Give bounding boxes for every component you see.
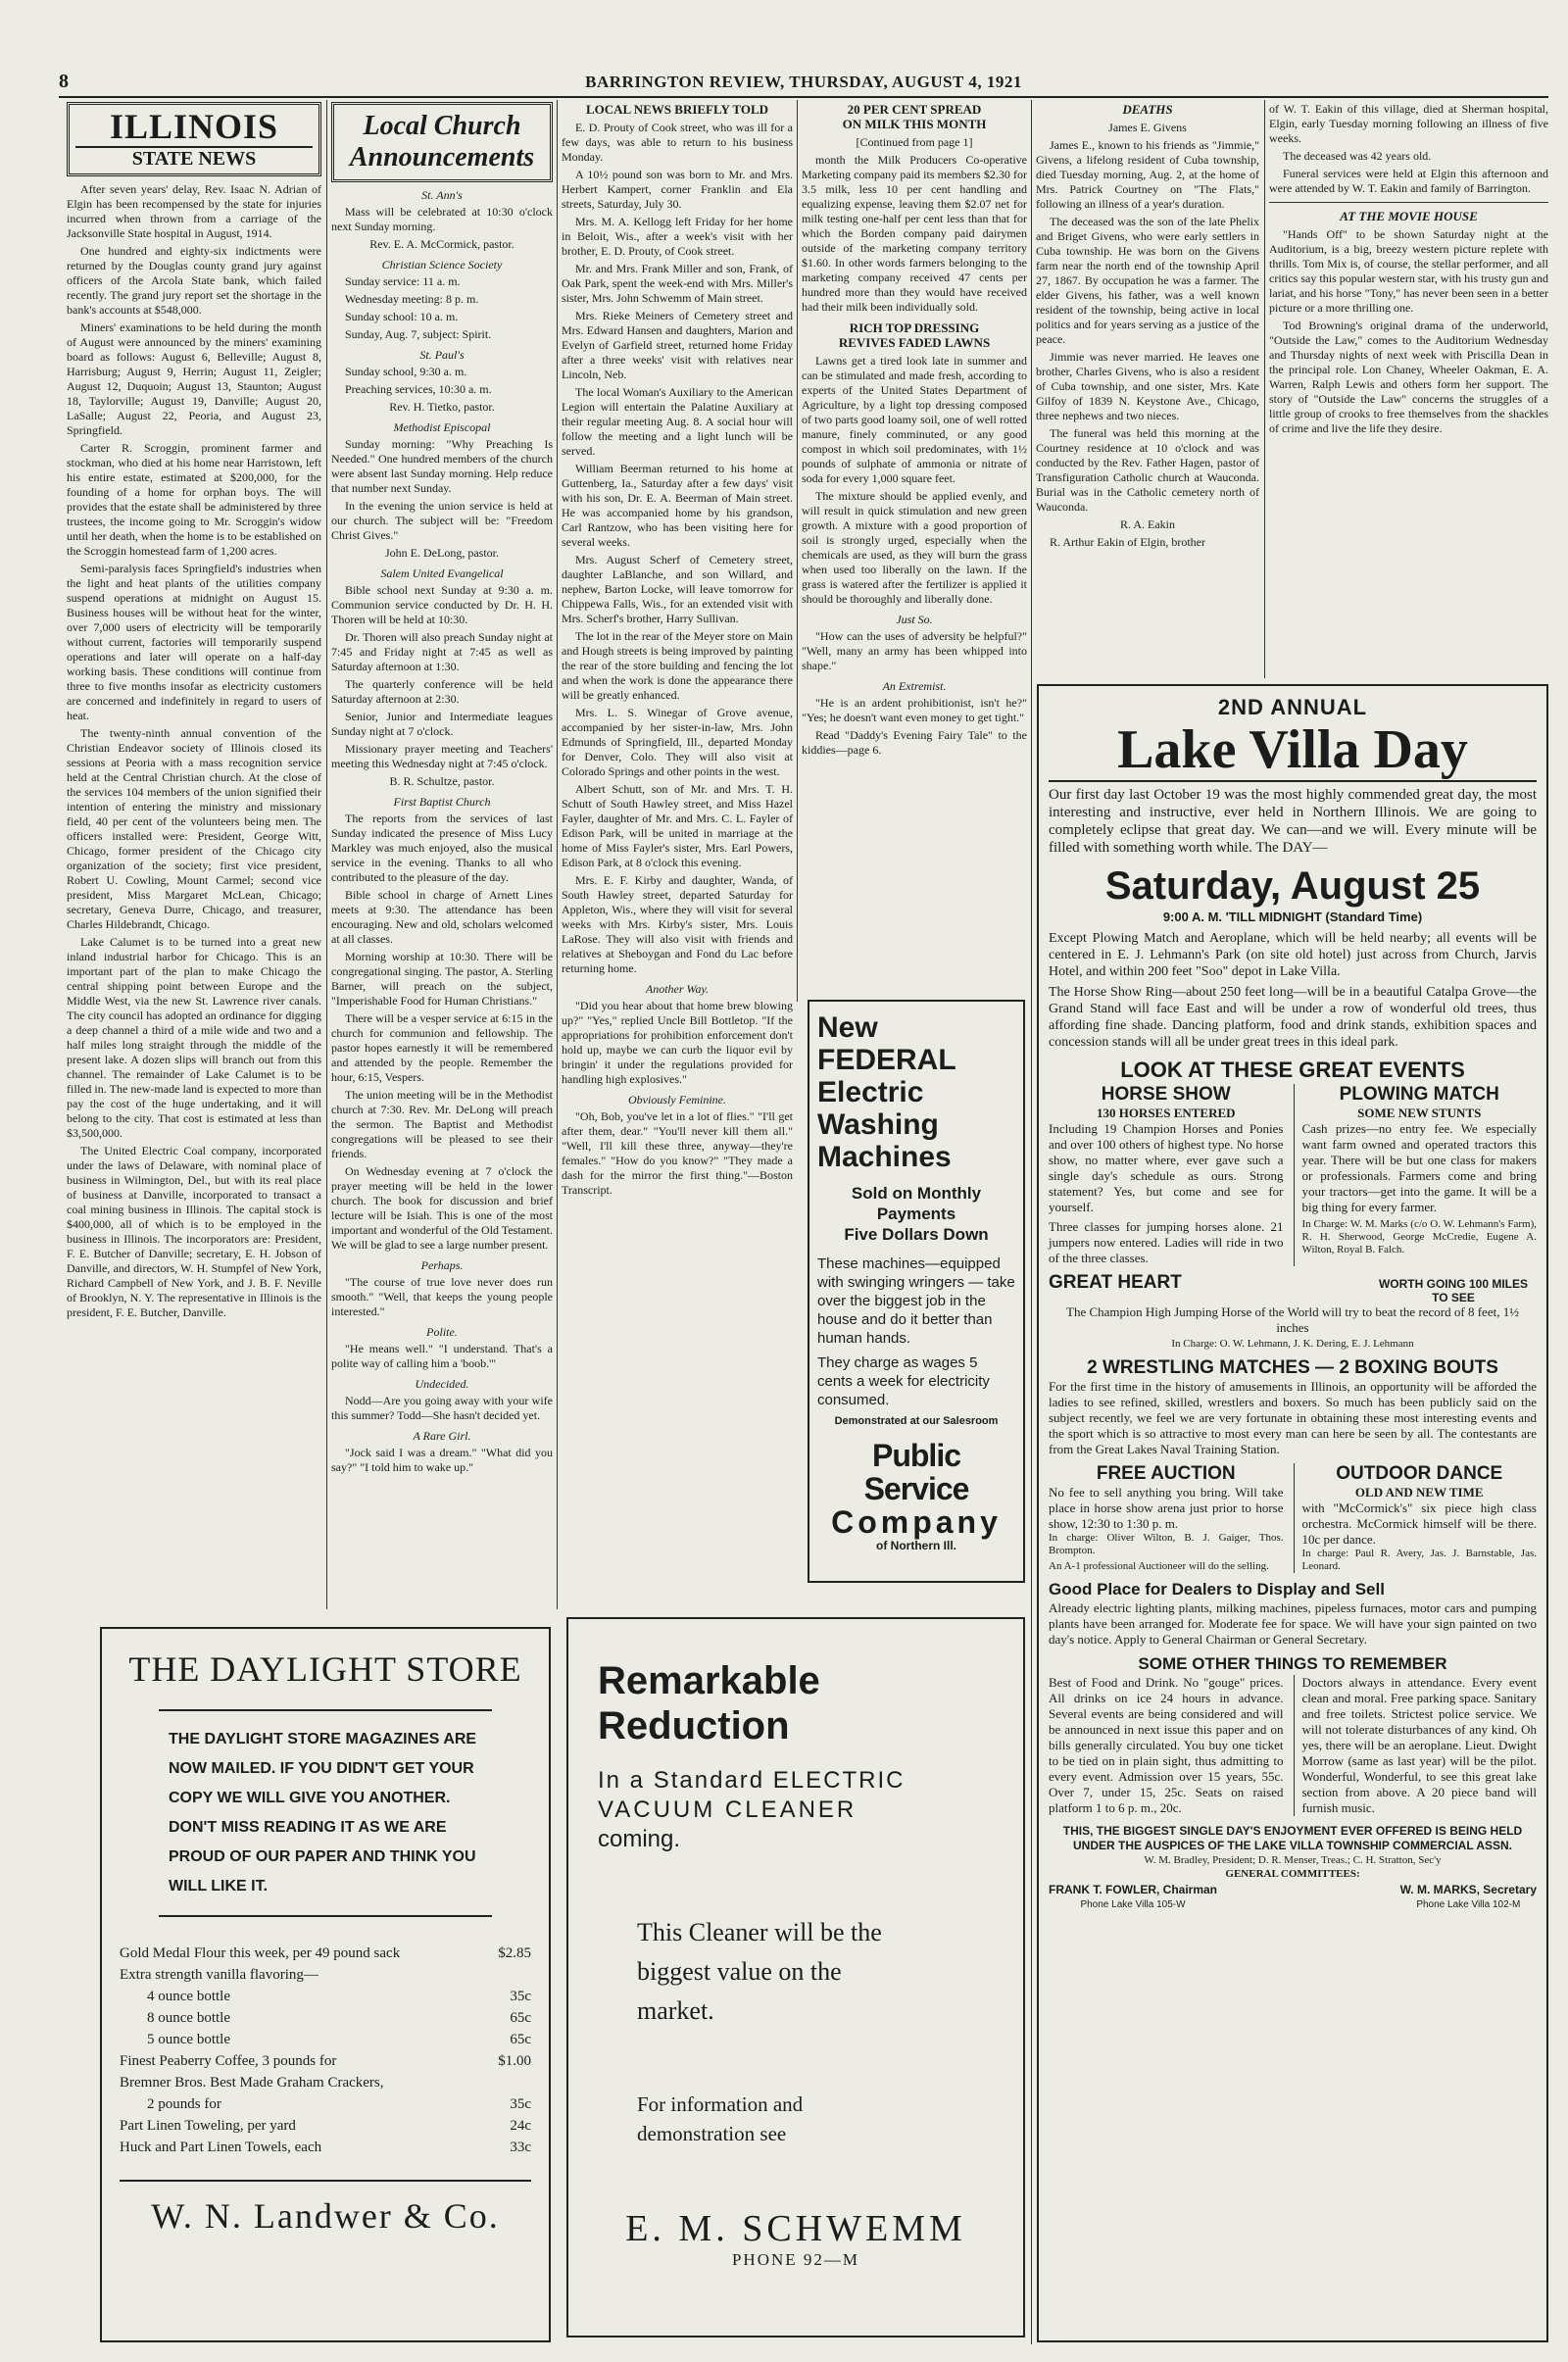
event-text: with "McCormick's" six piece high class orchestra. McCormick himself will be there. 10c per dance. bbox=[1301, 1501, 1537, 1547]
church-text: Preaching services, 10:30 a. m. bbox=[345, 382, 492, 396]
movie-house-column bbox=[1269, 102, 1548, 675]
item-name: Finest Peaberry Coffee, 3 pounds for bbox=[120, 2053, 337, 2069]
milk-spread-column bbox=[802, 102, 1027, 984]
joke-text: "Oh, Bob, you've let in a lot of flies." "I'll get after them, dear." "You'll never kill them all." "Well, I'll kill these three, anyway—they're females." "How do you know?" "They made a dash for the mirror the first thing."—Boston Transcript. bbox=[562, 1109, 793, 1197]
joke-text: "He means well." "I understand. That's a polite way of calling him a 'boob.'" bbox=[331, 1342, 553, 1370]
ad-line: Sold on Monthly bbox=[851, 1184, 982, 1203]
event-subtitle: 130 HORSES ENTERED bbox=[1096, 1106, 1236, 1120]
price-row bbox=[120, 2072, 531, 2093]
item-name: Bremner Bros. Best Made Graham Crackers, bbox=[120, 2075, 384, 2091]
daylight-store-ad bbox=[100, 1627, 551, 2342]
ad-message: THE DAYLIGHT STORE MAGAZINES ARE NOW MAILED. IF YOU DIDN'T GET YOUR COPY WE WILL GIVE YOU ANOTHER. DON'T MISS READING IT AS WE ARE PROUD OF OUR PAPER AND THINK YOU WILL LIKE IT. bbox=[159, 1709, 492, 1917]
news-paragraph: Carter R. Scroggin, prominent farmer and stockman, who died at his home near Harristown, left his entire estate, estimated at $200,000, for the founding of a home for orphan boys. The will provides that the estate shall be administered by three trustees, the income going to Mr. Scroggin's widow until her death, when the home is to be established on the Scroggin homestead farm of 1,200 acres. bbox=[67, 441, 321, 558]
church-text: Bible school next Sunday at 9:30 a. m. Communion service conducted by Dr. H. H. Thoren will be held at 10:30. bbox=[331, 583, 553, 626]
item-name: 4 ounce bottle bbox=[147, 1989, 230, 2004]
auction-block bbox=[1049, 1463, 1284, 1573]
obituary-text: R. Arthur Eakin of Elgin, brother bbox=[1050, 535, 1205, 549]
event-text: Best of Food and Drink. No "gouge" prices. All drinks on ice 24 hours in advance. Several events are being considered and will be announced in next issue this paper and on bills generally circulated. You buy one ticket to be tied on in plain sight, thus admitting to every event. Admission over 15 years, 55c. Over 7, under 15, 25c. Seats on raised platform 1 to 6 p. m., 20c. bbox=[1049, 1675, 1284, 1815]
committees-label: GENERAL COMMITTEES: bbox=[1225, 1868, 1360, 1880]
ad-line: Machines bbox=[817, 1141, 952, 1173]
church-text: On Wednesday evening at 7 o'clock the prayer meeting will be held in the lower church. The book for discussion and brief lecture will be Isiah. This is one of the most important and wonderful of the Old Testament. We will be glad to see a large number present. bbox=[331, 1164, 553, 1252]
joke-title: An Extremist. bbox=[882, 679, 947, 693]
vacuum-cleaner-ad bbox=[566, 1617, 1025, 2337]
event-subtitle: WORTH GOING 100 MILES TO SEE bbox=[1378, 1277, 1528, 1304]
event-charge: In Charge: W. M. Marks (c/o O. W. Lehmann's Farm), R. H. Sherwood, George McCredie, Eugene A. Wilton, Royal B. Falch. bbox=[1301, 1218, 1537, 1255]
fairy-tale-note: Read "Daddy's Evening Fairy Tale" to the kiddies—page 6. bbox=[802, 728, 1027, 757]
event-subtitle: SOME NEW STUNTS bbox=[1357, 1106, 1482, 1120]
ad-headline: Remarkable Reduction bbox=[598, 1659, 820, 1747]
great-heart-row bbox=[1049, 1272, 1537, 1304]
closing-text: THIS, THE BIGGEST SINGLE DAY'S ENJOYMENT EVER OFFERED IS BEING HELD UNDER THE AUSPICES OF THE LAKE VILLA TOWNSHIP COMMERCIAL ASSN. bbox=[1062, 1824, 1523, 1852]
obituary-text: Funeral services were held at Elgin this afternoon and were attended by W. T. Eakin and family of Barrington. bbox=[1269, 167, 1548, 195]
heading-title: Local Church bbox=[363, 111, 521, 141]
ad-intro: Our first day last October 19 was the most highly commended great day, the most interesting and instructive, ever held in Northern Illinois. We are going to completely eclipse that great day. We can—and we will. Every minute will be filled with something worth while. The DAY— bbox=[1049, 780, 1537, 857]
ad-subheadline: 2ND ANNUAL bbox=[1217, 695, 1368, 719]
church-text: Mass will be celebrated at 10:30 o'clock next Sunday morning. bbox=[331, 205, 553, 233]
news-item: Mrs. L. S. Winegar of Grove avenue, accompanied by her sister-in-law, Mrs. John Edmunds of Springfield, Ill., departed Monday for Denver, Colo. They will also visit at Colorado Springs and other points in the west. bbox=[562, 706, 793, 778]
ad-demo-note: Demonstrated at our Salesroom bbox=[834, 1415, 999, 1427]
joke-text: Nodd—Are you going away with your wife this summer? Todd—She hasn't decided yet. bbox=[331, 1394, 553, 1422]
article-text: month the Milk Producers Co-operative Marketing company paid its members $2.30 for 3.5 milk, less 10 per cent handling and equalizing expense, leaving them $2.07 net for milk testing one-half per cent less than that for which the Borden company paid dairymen outside of the marketing company territory $1.60. In other words farmers belonging to the marketing company received 47 cents per hundred more than they would have received had their milk been individually sold. bbox=[802, 153, 1027, 314]
church-text: Bible school in charge of Arnett Lines meets at 9:30. The attendance has been encouraging. New and old, scholars welcomed at all classes. bbox=[331, 888, 553, 946]
joke-text: "The course of true love never does run smooth." "Well, that keeps the young people interested." bbox=[331, 1275, 553, 1318]
ad-headline: Lake Villa Day bbox=[1117, 719, 1468, 780]
logo-line: Company bbox=[831, 1504, 1002, 1540]
ad-line: coming. bbox=[598, 1826, 681, 1852]
joke-title: Just So. bbox=[896, 613, 933, 626]
church-name: First Baptist Church bbox=[393, 795, 491, 809]
item-price: 35c bbox=[510, 2096, 531, 2112]
movie-text: "Hands Off" to be shown Saturday night at the Auditorium, is a big, breezy western picture replete with thrills. Tom Mix is, of course, the stellar performer, and all critics say this popular western star, with his trusty gun and lariat, and his horse "Tony," has never been seen in a better picture or a more thrilling one. bbox=[1269, 227, 1548, 315]
item-price: 35c bbox=[510, 1989, 531, 2004]
heading-subtitle: STATE NEWS bbox=[75, 146, 313, 170]
heading-line: RICH TOP DRESSING bbox=[849, 320, 980, 335]
event-title: Good Place for Dealers to Display and Sell bbox=[1049, 1580, 1385, 1599]
event-title: FREE AUCTION bbox=[1096, 1463, 1236, 1484]
logo-subtitle: of Northern Ill. bbox=[876, 1539, 956, 1552]
church-text: Sunday school: 10 a. m. bbox=[345, 310, 459, 323]
obituary-text: The funeral was held this morning at the Courtney residence at 10 o'clock and was conducted by the Rev. Father Hagen, pastor of Transfiguration Catholic church at Wauconda. Burial was in the Catholic cemetery north of Wauconda. bbox=[1036, 426, 1259, 514]
ad-payment-terms bbox=[817, 1183, 1015, 1245]
item-name: 8 ounce bottle bbox=[147, 2010, 230, 2026]
church-text: There will be a vesper service at 6:15 in the church for communion and fellowship. The pastor hopes earnestly it will be remembered and attended by the people. Remember the hour, 6:15, Vespers. bbox=[331, 1011, 553, 1084]
contact-phone: Phone Lake Villa 105-W bbox=[1080, 1899, 1186, 1910]
column-rule bbox=[557, 100, 558, 1609]
joke-title: A Rare Girl. bbox=[413, 1429, 471, 1443]
event-title: 2 WRESTLING MATCHES — 2 BOXING BOUTS bbox=[1087, 1357, 1498, 1378]
joke-text: "How can the uses of adversity be helpful?" "Well, many an army has been whipped into shape." bbox=[802, 629, 1027, 672]
contact-name: FRANK T. FOWLER, Chairman bbox=[1049, 1883, 1218, 1896]
joke-title: Another Way. bbox=[645, 982, 710, 996]
events-row bbox=[1049, 1084, 1537, 1266]
news-paragraph: After seven years' delay, Rev. Isaac N. Adrian of Elgin has been recompensed by the state for injuries incurred when thrown from a carriage of the Jacksonville State hospital in August, 1914. bbox=[67, 182, 321, 240]
ad-body: They charge as wages 5 cents a week for electricity consumed. bbox=[817, 1354, 990, 1408]
event-charge: In Charge: O. W. Lehmann, J. K. Dering, E. J. Lehmann bbox=[1171, 1338, 1414, 1350]
item-price: 65c bbox=[510, 2010, 531, 2026]
chairman-contact bbox=[1049, 1883, 1217, 1912]
price-row bbox=[120, 1943, 531, 1964]
ad-line: VACUUM CLEANER bbox=[598, 1796, 858, 1823]
church-text: Dr. Thoren will also preach Sunday night at 7:45 and Friday night at 7:45 as well as Saturday afternoon at 1:30. bbox=[331, 630, 553, 673]
local-news-column bbox=[562, 102, 793, 1606]
church-text: Morning worship at 10:30. There will be congregational singing. The pastor, A. Sterling Barner, will preach on the subject, "Imperishable Food for Human Christians." bbox=[331, 950, 553, 1008]
church-name: Christian Science Society bbox=[381, 258, 503, 271]
dance-block bbox=[1294, 1463, 1538, 1573]
church-name: St. Paul's bbox=[419, 348, 465, 362]
secretary-contact bbox=[1400, 1883, 1537, 1912]
deaths-heading: DEATHS bbox=[1122, 102, 1173, 117]
obituary-text: James E., known to his friends as "Jimmie," Givens, a lifelong resident of Cuba township, died Tuesday morning, Aug. 2, at the home of Mrs. Patrick Courtney on "The Flats," following an illness of a year's duration. bbox=[1036, 138, 1259, 211]
price-row bbox=[120, 1986, 531, 2007]
news-item: Mrs. M. A. Kellogg left Friday for her home in Beloit, Wis., after a week's visit with her brother, E. D. Prouty, of Cook street. bbox=[562, 215, 793, 258]
article-text: The mixture should be applied evenly, and will result in quick stimulation and new green growth. A mixture with a good proportion of soil is strongly urged, especially when the chemicals are used, as they will burn the grass when used too liberally on the lawn. If the grass is watered after the fertilizer is applied it should be thoroughly and liberally done. bbox=[802, 489, 1027, 606]
event-title: GREAT HEART bbox=[1049, 1272, 1182, 1293]
price-row bbox=[120, 2115, 531, 2137]
events-headline: LOOK AT THESE GREAT EVENTS bbox=[1120, 1058, 1465, 1082]
news-paragraph: The twenty-ninth annual convention of the Christian Endeavor society of Illinois closed its sessions at Peoria with a mass recognition service held at the Central Christian church. At the close of the services 104 members of the union signified their intention of entering the ministry and missionary field, 40 per cent of the volunteers being men. The officers installed were: President, George Witt, Chicago, former president of the Chicago city organization of the society; first vice president, Robert U. Cowling, Mount Carmel; second vice president, Miss Margaret McLean, Chicago; secretary, Geneva Durre, Chicago, and treasurer, Charles Hildebrandt, Chicago. bbox=[67, 726, 321, 931]
deaths-column bbox=[1036, 102, 1259, 675]
news-item: Mrs. August Scherf of Cemetery street, daughter LaBlanche, and son Willard, and nephew, Barton Locke, will leave tomorrow for Chippewa Falls, Wis., for an extended visit with Mrs. Scherf's brother, Harry Sullivan. bbox=[562, 553, 793, 625]
news-item: E. D. Prouty of Cook street, who was ill for a few days, was able to return to his business Monday. bbox=[562, 121, 793, 164]
obituary-text: Jimmie was never married. He leaves one brother, Charles Givens, who is also a resident of Cuba township, and one sister, Mrs. Kate Gilfoy of 1839 N. Keystone Ave., Chicago, three nephews and two nieces. bbox=[1036, 350, 1259, 422]
column-rule bbox=[1031, 100, 1032, 2344]
news-item: William Beerman returned to his home at Guttenberg, Ia., Saturday after a few days' visit with his son, Dr. E. A. Beerman of Main street. He was accompanied home by his grandson, Carl Rantzow, who has been visiting here for several weeks. bbox=[562, 462, 793, 549]
washing-machine-ad bbox=[808, 1000, 1025, 1583]
event-date: Saturday, August 25 bbox=[1104, 864, 1481, 908]
ad-headline bbox=[817, 1011, 1015, 1173]
obituary-text: The deceased was 42 years old. bbox=[1283, 149, 1432, 163]
event-text: No fee to sell anything you bring. Will take place in horse show arena just prior to horse show, 12:30 to 1:30 p. m. bbox=[1049, 1485, 1284, 1531]
item-price: $1.00 bbox=[498, 2053, 531, 2069]
heading-line: ON MILK THIS MONTH bbox=[842, 117, 987, 131]
event-charge: In charge: Paul R. Avery, Jas. J. Barnstable, Jas. Leonard. bbox=[1301, 1548, 1537, 1572]
price-row bbox=[120, 2007, 531, 2029]
event-title: PLOWING MATCH bbox=[1339, 1084, 1499, 1105]
event-text: For the first time in the history of amusements in Illinois, an opportunity will be afforded the ladies to see refined, skilled, wrestlers and boxers. So much has been publicly said on the subject recently, we feel we are very fortunate in obtaining these most interesting events and the sport which is so attractive to most every man can here be seen by all. The contestants are from the Great Lakes Naval Training Station. bbox=[1049, 1379, 1537, 1456]
news-item: Mrs. Rieke Meiners of Cemetery street and Mrs. Edward Hansen and daughters, Marion and Evelyn of Garfield street, returned home Friday after a three weeks' visit with relatives near Lincoln, Neb. bbox=[562, 309, 793, 381]
church-text: The reports from the services of last Sunday indicated the presence of Miss Lucy Markley was much enjoyed, also the musical service in the evening. Thanks to all who contributed to the pleasure of the day. bbox=[331, 812, 553, 884]
movie-heading: AT THE MOVIE HOUSE bbox=[1340, 209, 1478, 223]
heading-line: 20 PER CENT SPREAD bbox=[847, 102, 982, 117]
church-text: Sunday, Aug. 7, subject: Spirit. bbox=[345, 327, 492, 341]
joke-title: Perhaps. bbox=[420, 1258, 464, 1272]
obituary-text: of W. T. Eakin of this village, died at Sherman hospital, Elgin, early Tuesday morning following an illness of five weeks. bbox=[1269, 102, 1548, 145]
news-paragraph: The United Electric Coal company, incorporated under the laws of Delaware, with nominal place of business in Wilmington, Del., but with its real place of business at Danville, incorporated to transact a coal mining business in Illinois. The capital stock is $400,000, all of which is to be employed in the business in Illinois. The incorporators are: President, F. E. Butcher of Danville; secretary, E. H. Jobson of Danville, and directors, W. H. Stumpfel of New York, Richard Campbell of New York, and J. B. F. Neville of Brooklyn, N. Y. The representative in Illinois is the president, F. E. Butcher, Danville. bbox=[67, 1144, 321, 1319]
event-text: Already electric lighting plants, milking machines, pipeless furnaces, motor cars and pumping plants have been arranged for. Moderate fee for space. We will have your sign painted on two day's notice. Apply to General Chairman or General Secretary. bbox=[1049, 1600, 1537, 1647]
item-name: Gold Medal Flour this week, per 49 pound sack bbox=[120, 1945, 401, 1961]
church-announcements-column bbox=[331, 102, 553, 1606]
price-row bbox=[120, 1964, 531, 1986]
remember-row bbox=[1049, 1675, 1537, 1816]
price-row bbox=[120, 2050, 531, 2072]
ad-merchant: W. N. Landwer & Co. bbox=[120, 2180, 531, 2237]
joke-text: "He is an ardent prohibitionist, isn't he?" "Yes; he doesn't want even money to get tight." bbox=[802, 696, 1027, 724]
obituary-name: James E. Givens bbox=[1108, 121, 1187, 134]
news-item: Mr. and Mrs. Frank Miller and son, Frank, of Oak Park, spent the week-end with Mrs. Miller's sister, Mrs. John Schwemm of Main street. bbox=[562, 262, 793, 305]
contact-phone: Phone Lake Villa 102-M bbox=[1416, 1899, 1521, 1910]
ad-body: Except Plowing Match and Aeroplane, which will be held nearby; all events will be centered in E. J. Lehmann's Park (on site old hotel) just across from Church, Jarvis Hotel, and within 200 feet "Soo" depot in Lake Villa. bbox=[1049, 931, 1537, 979]
ad-info: For information and demonstration see bbox=[637, 2092, 804, 2145]
event-text: Cash prizes—no entry fee. We especially want farm owned and operated tractors this year. There will be but one class for makers or professionals. Farmers come and bring your tractors—get into the game. It will be a big thing for every farmer. bbox=[1301, 1121, 1537, 1214]
joke-title: Obviously Feminine. bbox=[628, 1093, 726, 1107]
event-text: An A-1 professional Auctioneer will do the selling. bbox=[1049, 1560, 1269, 1572]
officers: W. M. Bradley, President; D. R. Menser, Treas.; C. H. Stratton, Sec'y bbox=[1144, 1854, 1442, 1866]
ad-line: In a Standard ELECTRIC bbox=[598, 1767, 906, 1794]
column-rule bbox=[326, 100, 327, 1609]
church-name: Methodist Episcopal bbox=[393, 420, 491, 434]
event-text: Including 19 Champion Horses and Ponies and over 100 others of highest type. No horse show, no matter where, ever gave such a single day's schedule as ours. Strong statement? Yes, but come and see for yourself. bbox=[1049, 1121, 1284, 1214]
church-text: Senior, Junior and Intermediate leagues Sunday night at 7 o'clock. bbox=[331, 710, 553, 738]
page-header bbox=[59, 69, 1548, 98]
auction-dance-row bbox=[1049, 1463, 1537, 1573]
price-row bbox=[120, 2137, 531, 2158]
lawn-heading bbox=[802, 320, 1027, 350]
church-text: Sunday school, 9:30 a. m. bbox=[345, 365, 467, 378]
ad-line: Five Dollars Down bbox=[844, 1225, 989, 1244]
church-announcements-heading bbox=[331, 102, 553, 182]
joke-title: Polite. bbox=[426, 1325, 458, 1339]
divider bbox=[1269, 202, 1548, 203]
public-service-logo bbox=[817, 1439, 1015, 1539]
news-paragraph: One hundred and eighty-six indictments were returned by the Douglas county grand jury against officers of the Arcola State bank, which failed recently. The grand jury report set the shortage in the bank's accounts at $548,000. bbox=[67, 244, 321, 317]
joke-text: "Jock said I was a dream." "What did you say?" "I told him to wake up." bbox=[331, 1446, 553, 1474]
joke-title: Undecided. bbox=[415, 1377, 469, 1391]
logo-line: Public Service bbox=[863, 1438, 969, 1506]
event-title: SOME OTHER THINGS TO REMEMBER bbox=[1138, 1654, 1447, 1673]
price-list bbox=[120, 1943, 531, 2158]
lake-villa-day-ad bbox=[1037, 684, 1548, 2342]
illinois-state-news-column bbox=[67, 102, 321, 1606]
item-name: 5 ounce bottle bbox=[147, 2032, 230, 2047]
ad-line: Payments bbox=[876, 1205, 956, 1223]
milk-spread-heading bbox=[802, 102, 1027, 131]
movie-text: Tod Browning's original drama of the underworld, "Outside the Law," comes to the Auditorium Wednesday and Thursday nights of next week with Priscilla Dean in the principal role. Lon Chaney, Wheeler Oakman, E. A. Warren, Ralph Lewis and others form her support. The story of "Outside the Law" concerns the struggles of a little group of crooks to free themselves from the shackles of crime and live the life they desire. bbox=[1269, 319, 1548, 435]
heading-title: ILLINOIS bbox=[109, 107, 279, 146]
article-text: Lawns get a tired look late in summer and can be stimulated and made fresh, according to experts of the United States Department of Agriculture, by a light top dressing composed of two parts good loamy soil, one of well rotted manure, finely comminuted, or any good compost in which soil predominates, with 1½ pounds of sulphate of ammonia or nitrate of soda for every 1,000 square feet. bbox=[802, 354, 1027, 485]
ad-line: FEDERAL bbox=[817, 1044, 956, 1076]
news-paragraph: Lake Calumet is to be turned into a great new inland industrial harbor for Chicago. This is an important part of the plan to make Chicago the central shipping point between Europe and the Middle West, via the new St. Lawrence river canals. The city council has adopted an ordinance for digging a deep channel a third of a mile wide and two and a half miles long straight through the middle of the present lake. A dozen slips will branch out from this channel. The remainder of Lake Calumet is to be filled in. The new-made land is expected to more than pay the cost of the huge undertaking, and it will belong to the city. That cost is estimated at less than $3,500,000. bbox=[67, 935, 321, 1140]
church-text: Missionary prayer meeting and Teachers' meeting this Wednesday night at 7:45 o'clock. bbox=[331, 742, 553, 770]
item-price: 33c bbox=[510, 2140, 531, 2155]
continued-note: [Continued from page 1] bbox=[856, 135, 973, 149]
column-rule bbox=[797, 100, 798, 1002]
price-row bbox=[120, 2093, 531, 2115]
ad-line: Washing bbox=[817, 1108, 939, 1141]
contacts-row bbox=[1049, 1883, 1537, 1912]
church-text: Wednesday meeting: 8 p. m. bbox=[345, 292, 479, 306]
item-name: Huck and Part Linen Towels, each bbox=[120, 2140, 322, 2155]
church-text: Sunday service: 11 a. m. bbox=[345, 274, 461, 288]
church-text: The union meeting will be in the Methodist church at 7:30. Rev. Mr. DeLong will preach the sermon. The Baptist and Methodist congregations will be pleased to see their friends. bbox=[331, 1088, 553, 1160]
column-rule bbox=[1264, 100, 1265, 678]
obituary-text: The deceased was the son of the late Phelix and Briget Givens, who were early settlers in Cuba township. He was born on the Givens farm near the north end of the township April 27, 1867. By occupation he was a farmer. The elder Givens, his father, was a well known resident of the township, being active in local politics and for years serving as a justice of the peace. bbox=[1036, 215, 1259, 346]
item-name: Extra strength vanilla flavoring— bbox=[120, 1967, 318, 1983]
page-number: 8 bbox=[59, 71, 69, 92]
news-paragraph: Semi-paralysis faces Springfield's industries when the light and heat plants of the utilities company suspend operations at midnight on August 15. Business houses will be without heat for the winter, over 7,000 users of electricity will be temporarily without current, factories will temporarily suspend operations and later will operate on a half-day working basis. These conditions will continue from three to five months insofar as electricity customers are concerned and indefinitely in regard to users of heat. bbox=[67, 562, 321, 722]
price-row bbox=[120, 2029, 531, 2050]
church-pastor: Rev. H. Tietko, pastor. bbox=[389, 400, 495, 414]
horse-show-block bbox=[1049, 1084, 1284, 1266]
item-price: 65c bbox=[510, 2032, 531, 2047]
news-item: The local Woman's Auxiliary to the American Legion will entertain the Palatine Auxiliary at their regular meeting Aug. 8. A social hour will follow the meeting and a light lunch will be served. bbox=[562, 385, 793, 458]
church-name: St. Ann's bbox=[421, 188, 463, 202]
plowing-match-block bbox=[1294, 1084, 1538, 1266]
event-time: 9:00 A. M. 'TILL MIDNIGHT (Standard Time) bbox=[1162, 910, 1423, 924]
masthead: BARRINGTON REVIEW, THURSDAY, AUGUST 4, 1921 bbox=[585, 73, 1022, 91]
news-item: Albert Schutt, son of Mr. and Mrs. T. H. Schutt of South Hawley street, and Miss Hazel Fayler, daughter of Mr. and Mrs. C. L. Fayler of Edison Park, will be united in marriage at the home of Miss Fayler's sister, Mrs. Earl Powers, Edison Park, at 8 o'clock this evening. bbox=[562, 782, 793, 869]
news-item: The lot in the rear of the Meyer store on Main and Hough streets is being improved by painting the rear of the store building and fencing the lot and when the work is done the appearance there will be greatly enhanced. bbox=[562, 629, 793, 702]
church-text: Sunday morning: "Why Preaching Is Needed." One hundred members of the church were absent last Sunday morning. Help reduce that number next Sunday. bbox=[331, 437, 553, 495]
joke-text: "Did you hear about that home brew blowing up?" "Yes," replied Uncle Bill Bottletop. "If the appropriations for prohibition enforcement don't hold up, maybe we can curb the liquor evil by bringin' it under the regulations provided for handling high explosives." bbox=[562, 999, 793, 1086]
event-text: Three classes for jumping horses alone. 21 jumpers now entered. Ladies will ride in two of the three classes. bbox=[1049, 1219, 1284, 1265]
ad-merchant: E. M. SCHWEMM bbox=[625, 2208, 966, 2249]
news-item: Mrs. E. F. Kirby and daughter, Wanda, of South Hawley street, departed Saturday for Appleton, Wis., where they will visit for several weeks with Mrs. Kirby's sister, Mrs. Louis LaRose. They will also visit with friends and relatives at Sheboygan and Fond du Lac before returning home. bbox=[562, 873, 793, 975]
event-charge: In charge: Oliver Wilton, B. J. Gaiger, Thos. Brompton. bbox=[1049, 1532, 1284, 1556]
news-paragraph: Miners' examinations to be held during the month of August were announced by the miners' examining board as follows: August 6, Belleville; August 8, Harrisburg; August 9, Herrin; August 11, Zeigler; August 12, Duquoin; August 13, Staunton; August 18, Taylorville; August 19, Danville; August 20, LaSalle; August 22, Peoria, and August 23, Springfield. bbox=[67, 320, 321, 437]
event-title: HORSE SHOW bbox=[1101, 1084, 1231, 1105]
item-price: 24c bbox=[510, 2118, 531, 2134]
event-text: Doctors always in attendance. Every event clean and moral. Free parking space. Sanitary and free toilets. Strictest police service. We will not tolerate disturbances of any kind. Oh yes, there will be an aeroplane. Lieut. Dwight Morrow (same as last year) will be the pilot. Wonderful, Wonderful, to see this great lake section from above. A 20 piece band will furnish music. bbox=[1294, 1675, 1538, 1816]
obituary-name: R. A. Eakin bbox=[1120, 517, 1175, 531]
illinois-state-news-heading bbox=[67, 102, 321, 176]
church-pastor: John E. DeLong, pastor. bbox=[385, 546, 499, 560]
ad-body: These machines—equipped with swinging wringers — take over the biggest job in the house and do it better than human hands. bbox=[817, 1255, 1015, 1347]
news-item: A 10½ pound son was born to Mr. and Mrs. Herbert Kampert, corner Franklin and Ela streets, Saturday, July 30. bbox=[562, 168, 793, 211]
church-pastor: Rev. E. A. McCormick, pastor. bbox=[369, 237, 514, 251]
contact-name: W. M. MARKS, Secretary bbox=[1399, 1883, 1537, 1896]
event-text: The Champion High Jumping Horse of the World will try to beat the record of 8 feet, 1½ inches bbox=[1066, 1304, 1519, 1335]
ad-body: The Horse Show Ring—about 250 feet long—will be in a beautiful Catalpa Grove—the Grand Stand will face East and will be under a row of wonderful old trees, thus affording fine shade. Dancing platform, food and drink stands, exhibition spaces and concession stands will all be under great trees in this ideal park. bbox=[1049, 985, 1537, 1050]
heading-line: REVIVES FADED LAWNS bbox=[838, 335, 991, 350]
item-name: Part Linen Toweling, per yard bbox=[120, 2118, 296, 2134]
ad-phone: PHONE 92—M bbox=[731, 2250, 860, 2269]
item-price: $2.85 bbox=[498, 1945, 531, 1961]
event-subtitle: OLD AND NEW TIME bbox=[1354, 1485, 1484, 1500]
church-text: In the evening the union service is held at our church. The subject will be: "Freedom Christ Gives." bbox=[331, 499, 553, 542]
ad-line: New bbox=[817, 1011, 878, 1044]
ad-line: Electric bbox=[817, 1076, 924, 1108]
church-name: Salem United Evangelical bbox=[380, 566, 504, 580]
church-text: The quarterly conference will be held Saturday afternoon at 2:30. bbox=[331, 677, 553, 706]
local-news-heading: LOCAL NEWS BRIEFLY TOLD bbox=[585, 102, 769, 117]
church-pastor: B. R. Schultze, pastor. bbox=[389, 774, 495, 788]
item-name: 2 pounds for bbox=[147, 2096, 221, 2112]
event-title: OUTDOOR DANCE bbox=[1336, 1463, 1503, 1484]
ad-body: This Cleaner will be the biggest value on the market. bbox=[637, 1918, 882, 2025]
ad-headline: THE DAYLIGHT STORE bbox=[128, 1649, 522, 1689]
heading-subtitle: Announcements bbox=[349, 142, 535, 172]
